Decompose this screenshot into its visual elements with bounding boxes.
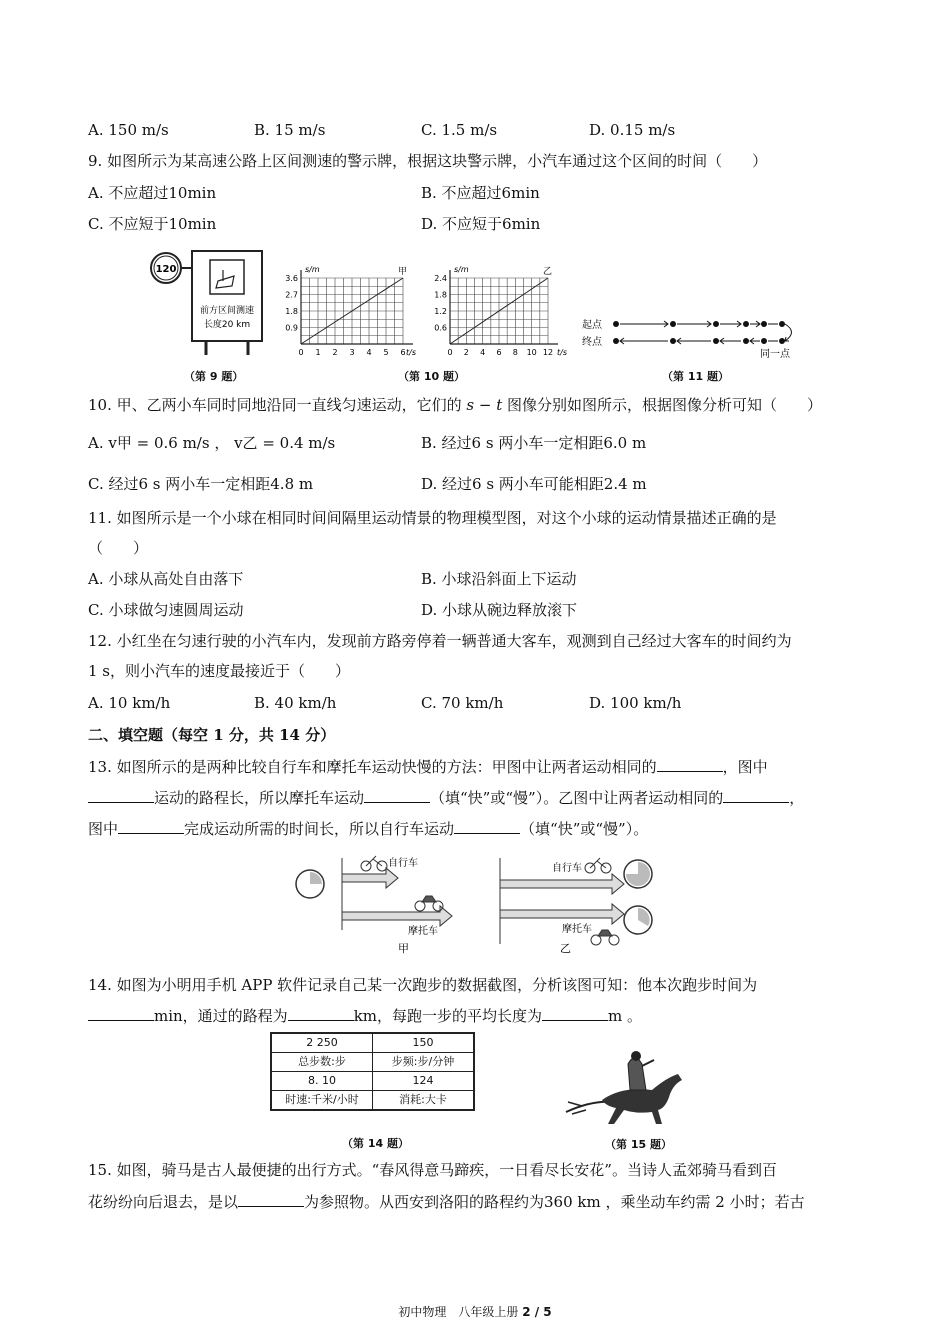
q9-option-c: C. 不应短于10min — [88, 215, 217, 233]
q14-line2 — [88, 1006, 642, 1026]
fig-label-jia: 甲 — [398, 942, 409, 955]
q13-blank-5[interactable] — [118, 819, 184, 834]
x-tick-label: 6 — [496, 348, 502, 357]
x-tick-label: 12 — [542, 348, 554, 357]
x-tick-label: 5 — [383, 348, 389, 357]
q15-text: 花纷纷向后退去，是以 — [88, 1193, 239, 1211]
x-tick-label: 10 — [526, 348, 537, 357]
q10-formula: s − t — [466, 396, 503, 414]
motorbike-icon — [415, 896, 443, 911]
bike-label-jia: 自行车 — [388, 858, 418, 869]
q14-text: min，通过的路程为 — [154, 1007, 288, 1025]
table-cell: 消耗:大卡 — [373, 1091, 475, 1111]
q10-option-a: A. v甲 = 0.6 m/s ， v乙 = 0.4 m/s — [88, 434, 336, 452]
q13-text: （填“快”或“慢”）。 — [520, 820, 649, 838]
table-cell: 时速:千米/小时 — [271, 1091, 373, 1111]
q9-option-a: A. 不应超过10min — [88, 184, 217, 202]
q14-blank-1[interactable] — [88, 1006, 154, 1021]
q13-line2 — [88, 788, 804, 808]
q13-blank-3[interactable] — [364, 788, 430, 803]
q13-blank-2[interactable] — [88, 788, 154, 803]
ball-end-label: 终点 — [582, 337, 602, 348]
fig11-caption: （第 11 题） — [662, 370, 729, 383]
speed-sign-figure — [148, 248, 278, 356]
q13-blank-4[interactable] — [723, 788, 789, 803]
q10-option-b: B. 经过6 s 两小车一定相距6.0 m — [421, 434, 647, 452]
q13-text: 运动的路程长，所以摩托车运动 — [154, 789, 365, 807]
q11-stem: 11. 如图所示是一个小球在相同时间间隔里运动情景的物理模型图，对这个小球的运动情景描述正确的是 — [88, 509, 777, 527]
q13-text: ，图中 — [722, 758, 768, 776]
q11-option-d: D. 小球从碗边释放滚下 — [421, 601, 578, 619]
x-tick-label: 6 — [400, 348, 406, 357]
running-data-table — [270, 1032, 475, 1111]
sign-speed: 120 — [155, 264, 177, 275]
q15-line1: 15. 如图，骑马是古人最便捷的出行方式。“春风得意马蹄疾，一日看尽长安花”。当诗人孟郊骑马看到百 — [88, 1161, 777, 1179]
table-cell: 150 — [373, 1033, 475, 1053]
horse-rider-illustration — [562, 1050, 692, 1130]
q12-option-b: B. 40 km/h — [254, 694, 337, 712]
yi-xlabel: t/s — [557, 348, 567, 357]
table-cell: 总步数:步 — [271, 1053, 373, 1072]
y-tick-label: 0.9 — [285, 323, 298, 333]
q8-option-a: A. 150 m/s — [88, 121, 169, 139]
moto-arrow-jia — [342, 906, 452, 926]
q12-stem-cont: 1 s，则小汽车的速度最接近于（ ） — [88, 662, 351, 680]
q13-text: 13. 如图所示的是两种比较自行车和摩托车运动快慢的方法：甲图中让两者运动相同的 — [88, 758, 657, 776]
table-cell: 8. 10 — [271, 1072, 373, 1091]
q9-stem: 9. 如图所示为某高速公路上区间测速的警示牌，根据这块警示牌，小汽车通过这个区间的时间（ ） — [88, 152, 768, 170]
q8-option-b: B. 15 m/s — [254, 121, 326, 139]
q13-line3 — [88, 819, 648, 839]
page-number: 2 / 5 — [522, 1305, 552, 1319]
y-tick-label: 2.4 — [434, 274, 447, 283]
q12-option-c: C. 70 km/h — [421, 694, 504, 712]
q10-stem-before: 10. 甲、乙两小车同时同地沿同一直线匀速运动，它们的 — [88, 396, 462, 414]
table-cell: 步频:步/分钟 — [373, 1053, 475, 1072]
bicycle-icon — [361, 856, 387, 871]
ball-motion-figure — [580, 312, 810, 360]
footer-text: 初中物理 八年级上册 — [398, 1305, 519, 1319]
q8-option-d: D. 0.15 m/s — [589, 121, 676, 139]
q12-option-a: A. 10 km/h — [88, 694, 171, 712]
bike-label-yi: 自行车 — [552, 863, 582, 874]
q12-stem: 12. 小红坐在匀速行驶的小汽车内，发现前方路旁停着一辆普通大客车，观测到自己经过大客车的时间约为 — [88, 632, 792, 650]
q12-option-d: D. 100 km/h — [589, 694, 682, 712]
moto-label-jia: 摩托车 — [408, 926, 438, 937]
q11-option-a: A. 小球从高处自由落下 — [88, 570, 244, 588]
moto-arrow-yi — [500, 904, 624, 924]
q10-stem-after: 图像分别如图所示，根据图像分析可知（ ） — [507, 396, 823, 414]
bicycle-icon — [585, 858, 611, 873]
bike-arrow-yi — [500, 874, 624, 894]
x-tick-label: 0 — [447, 348, 453, 357]
q9-option-b: B. 不应超过6min — [421, 184, 540, 202]
y-tick-label: 1.8 — [434, 290, 447, 300]
fig15-caption: （第 15 题） — [605, 1138, 672, 1151]
fig9-caption: （第 9 题） — [184, 370, 244, 383]
q14-text: km，每跑一步的平均长度为 — [353, 1007, 543, 1025]
table-cell: 2 250 — [271, 1033, 373, 1053]
page-footer — [0, 1303, 950, 1320]
q14-line1: 14. 如图为小明用手机 APP 软件记录自己某一次跑步的数据截图，分析该图可知：他本次跑步时间为 — [88, 976, 758, 994]
jia-ylabel: s/m — [305, 265, 320, 274]
fig10-caption: （第 10 题） — [398, 370, 465, 383]
x-tick-label: 2 — [332, 348, 338, 357]
sign-text-2: 长度20 km — [203, 320, 251, 330]
y-tick-label: 1.8 — [285, 307, 298, 316]
q10-option-c: C. 经过6 s 两小车一定相距4.8 m — [88, 475, 314, 493]
q13-blank-6[interactable] — [454, 819, 520, 834]
bike-moto-figure — [290, 848, 670, 956]
q15-line2 — [88, 1192, 805, 1212]
x-tick-label: 4 — [480, 348, 486, 357]
q15-text: 为参照物。从西安到洛阳的路程约为360 km ，乘坐动车约需 2 小时；若古 — [304, 1193, 805, 1211]
bike-arrow-jia — [342, 868, 398, 888]
x-tick-label: 4 — [366, 348, 372, 357]
q13-line1 — [88, 757, 768, 777]
q10-option-d: D. 经过6 s 两小车可能相距2.4 m — [421, 475, 647, 493]
q13-text: 图中 — [88, 820, 119, 838]
q15-blank-1[interactable] — [238, 1192, 304, 1207]
fig-label-yi: 乙 — [560, 942, 571, 955]
q13-text: 完成运动所需的时间长，所以自行车运动 — [184, 820, 455, 838]
q10-stem — [88, 395, 822, 415]
x-tick-label: 1 — [315, 348, 321, 357]
q14-blank-2[interactable] — [288, 1006, 354, 1021]
q11-option-b: B. 小球沿斜面上下运动 — [421, 570, 577, 588]
table-cell: 124 — [373, 1072, 475, 1091]
ball-start-label: 起点 — [582, 320, 602, 331]
q11-option-c: C. 小球做匀速圆周运动 — [88, 601, 244, 619]
y-tick-label: 2.7 — [285, 290, 298, 300]
q9-option-d: D. 不应短于6min — [421, 215, 541, 233]
q13-blank-1[interactable] — [657, 757, 723, 772]
ball-same-label: 同一点 — [760, 349, 790, 360]
q14-text: m 。 — [608, 1007, 643, 1025]
y-tick-label: 3.6 — [285, 274, 298, 283]
moto-label-yi: 摩托车 — [562, 924, 592, 935]
section2-title: 二、填空题（每空 1 分，共 14 分） — [88, 726, 336, 744]
sign-text-1: 前方区间测速 — [199, 306, 255, 316]
x-tick-label: 2 — [463, 348, 469, 357]
x-tick-label: 3 — [349, 348, 355, 357]
q13-text: （填“快”或“慢”）。乙图中让两者运动相同的 — [430, 789, 724, 807]
q11-stem-cont: （ ） — [88, 539, 149, 557]
graph-yi — [430, 262, 580, 360]
yi-ylabel: s/m — [454, 265, 469, 274]
q14-blank-3[interactable] — [542, 1006, 608, 1021]
x-tick-label: 8 — [512, 348, 518, 357]
yi-label: 乙 — [543, 267, 553, 277]
q13-text: ， — [789, 789, 805, 807]
fig14-caption: （第 14 题） — [342, 1137, 409, 1150]
y-tick-label: 1.2 — [434, 307, 447, 316]
y-tick-label: 0.6 — [434, 323, 447, 333]
jia-xlabel: t/s — [406, 348, 416, 357]
q8-option-c: C. 1.5 m/s — [421, 121, 498, 139]
motorbike-icon — [591, 930, 619, 945]
graph-jia — [285, 262, 425, 360]
x-tick-label: 0 — [298, 348, 304, 357]
jia-label: 甲 — [398, 267, 408, 277]
